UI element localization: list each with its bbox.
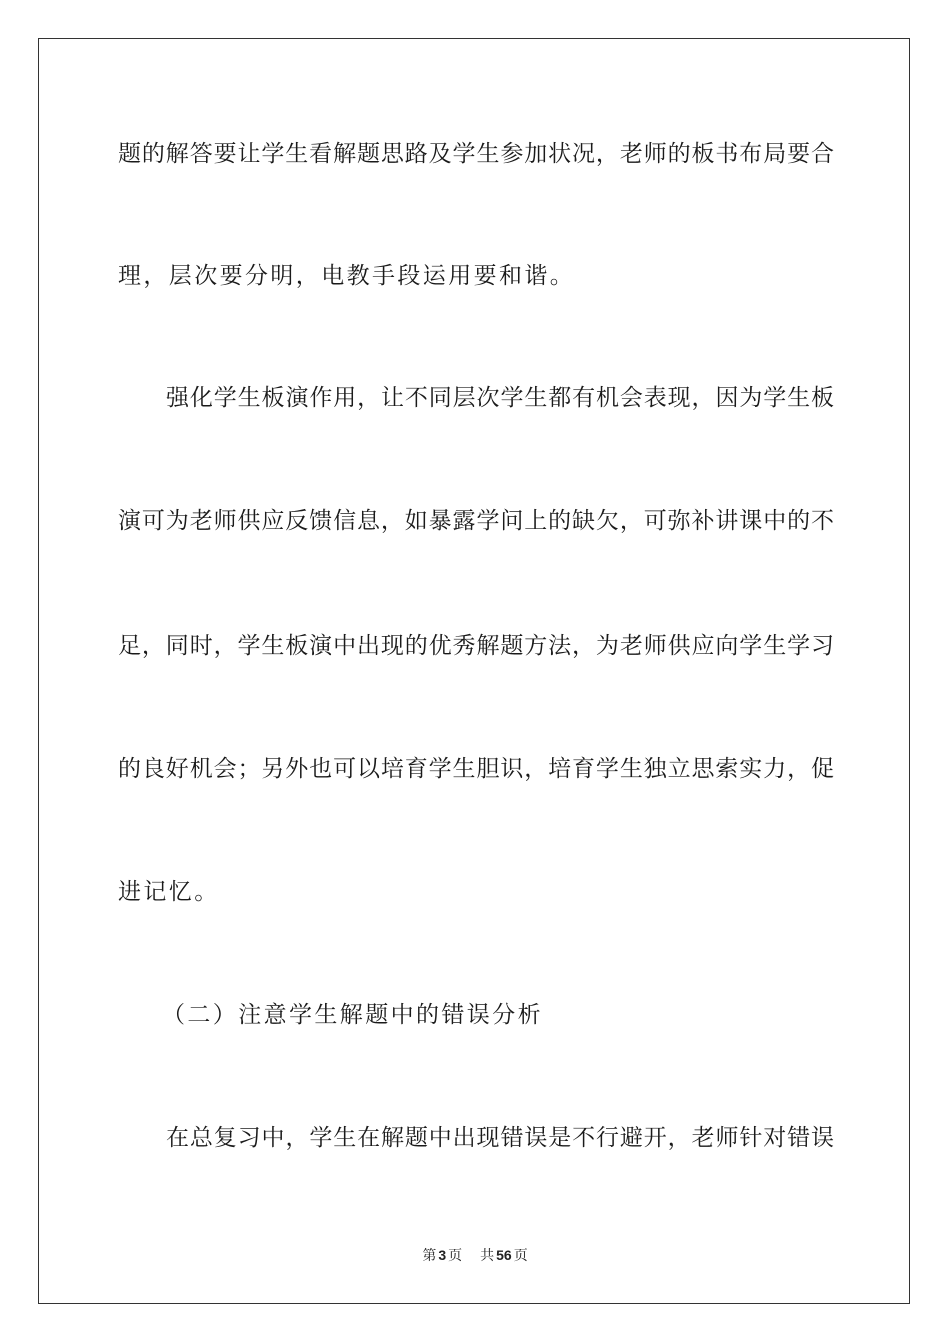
total-prefix: 共: [480, 1248, 495, 1264]
page-prefix: 第: [422, 1248, 437, 1264]
page-border: [38, 38, 910, 1304]
page-number: 3: [438, 1247, 447, 1263]
paragraph-line-5: 足，同时，学生板演中出现的优秀解题方法，为老师供应向学生学习: [118, 633, 834, 659]
total-pages: 56: [496, 1247, 512, 1263]
paragraph-line-6: 的良好机会；另外也可以培育学生胆识，培育学生独立思索实力，促: [118, 756, 834, 782]
paragraph-line-7: 进记忆。: [118, 879, 220, 905]
total-suffix: 页: [513, 1248, 528, 1264]
paragraph-line-4: 演可为老师供应反馈信息，如暴露学问上的缺欠，可弥补讲课中的不: [118, 508, 834, 534]
paragraph-line-1: 题的解答要让学生看解题思路及学生参加状况，老师的板书布局要合: [118, 141, 834, 167]
section-heading: （二）注意学生解题中的错误分析: [162, 1002, 543, 1028]
page-suffix: 页: [448, 1248, 463, 1264]
paragraph-line-2: 理，层次要分明，电教手段运用要和谐。: [118, 263, 576, 289]
paragraph-line-9: 在总复习中，学生在解题中出现错误是不行避开，老师针对错误: [166, 1125, 834, 1151]
page-footer: [0, 1245, 950, 1266]
paragraph-line-3: 强化学生板演作用，让不同层次学生都有机会表现，因为学生板: [166, 385, 834, 411]
